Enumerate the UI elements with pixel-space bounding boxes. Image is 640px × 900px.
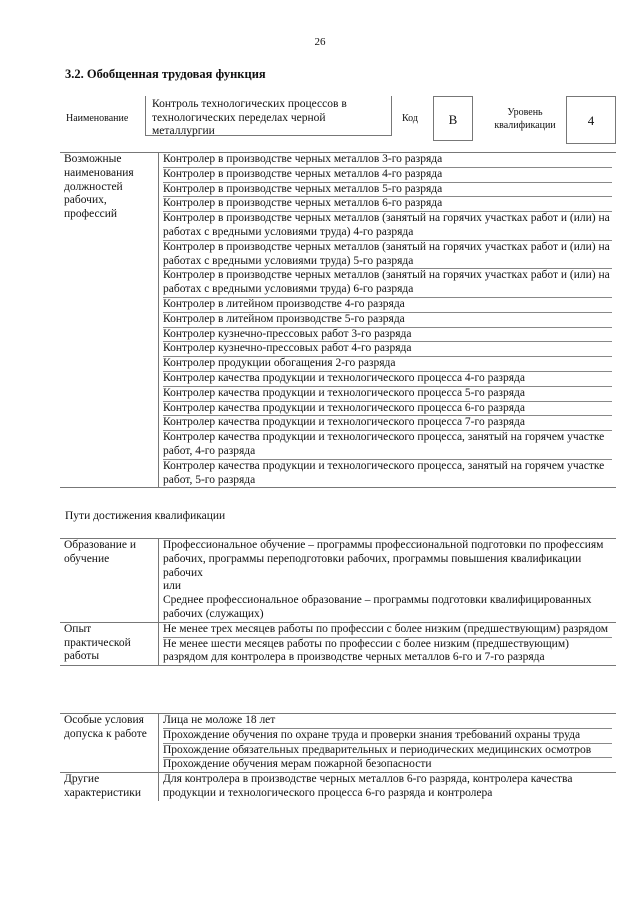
position-item: Контролер качества продукции и технологического процесса 7-го разряда <box>163 416 612 431</box>
experience-value <box>159 622 617 665</box>
position-item: Контролер в производстве черных металлов 3-го разряда <box>163 153 612 168</box>
education-value <box>159 539 617 623</box>
education-label: Образование и обучение <box>60 539 159 623</box>
position-item: Контролер в производстве черных металлов (занятый на горячих участках работ и (или) на работах с вредными условиями труда) 6-го разряда <box>163 269 612 298</box>
position-item: Контролер в производстве черных металлов 4-го разряда <box>163 168 612 183</box>
level-value: 4 <box>566 96 616 144</box>
education-text-2: Среднее профессиональное образование – программы подготовки квалифицированных рабочих (служащих) <box>163 594 592 620</box>
positions-table <box>60 152 616 488</box>
section-title: 3.2. Обобщенная трудовая функция <box>65 67 266 81</box>
admission-list <box>159 714 617 773</box>
position-item: Контролер качества продукции и технологического процесса 4-го разряда <box>163 372 612 387</box>
positions-list <box>159 153 617 488</box>
position-item: Контролер качества продукции и технологического процесса, занятый на горячем участке работ, 5-го разряда <box>163 459 605 486</box>
positions-label: Возможные наименования должностей рабочих, профессий <box>60 153 159 488</box>
admission-table <box>60 713 616 801</box>
position-item: Контролер в производстве черных металлов (занятый на горячих участках работ и (или) на работах с вредными условиями труда) 5-го разряда <box>163 241 612 270</box>
position-item: Контролер кузнечно-прессовых работ 4-го разряда <box>163 342 612 357</box>
position-item: Контролер в производстве черных металлов (занятый на горячих участках работ и (или) на работах с вредными условиями труда) 4-го разряда <box>163 212 612 241</box>
experience-text-2: Не менее шести месяцев работы по профессии с более низким (предшествующим) разрядом для контролера в производстве черных металлов 6-го и 7-го разряда <box>163 637 569 664</box>
position-item: Контролер в литейном производстве 5-го разряда <box>163 313 612 328</box>
admission-item: Прохождение обязательных предварительных и периодических медицинских осмотров <box>163 744 612 759</box>
education-text-1: Профессиональное обучение – программы профессиональной подготовки по профессиям рабочих, программы переподготовки рабочих, программы повышения квалификации рабочих <box>163 539 604 579</box>
position-item: Контролер качества продукции и технологического процесса 6-го разряда <box>163 402 612 417</box>
name-label: Наименование <box>66 113 129 124</box>
name-value: Контроль технологических процессов в технологических переделах черной металлургии <box>145 96 392 136</box>
position-item: Контролер качества продукции и технологического процесса, занятый на горячем участке работ, 4-го разряда <box>163 431 612 460</box>
other-value: Для контролера в производстве черных металлов 6-го разряда, контролера качества продукции и технологического процесса 6-го разряда и контролера <box>159 773 617 801</box>
position-item: Контролер качества продукции и технологического процесса 5-го разряда <box>163 387 612 402</box>
admission-item: Прохождение обучения по охране труда и проверки знания требований охраны труда <box>163 729 612 744</box>
level-label: Уровень квалификации <box>494 107 556 131</box>
position-item: Контролер в производстве черных металлов 6-го разряда <box>163 197 612 212</box>
admission-label: Особые условия допуска к работе <box>60 714 159 773</box>
position-item: Контролер кузнечно-прессовых работ 3-го разряда <box>163 328 612 343</box>
position-item: Контролер в производстве черных металлов 5-го разряда <box>163 183 612 198</box>
other-label: Другие характеристики <box>60 773 159 801</box>
admission-item: Лица не моложе 18 лет <box>163 714 612 729</box>
code-label: Код <box>402 113 418 124</box>
experience-label: Опыт практической работы <box>60 622 159 665</box>
admission-item: Прохождение обучения мерам пожарной безопасности <box>163 758 432 771</box>
qualification-table <box>60 538 616 666</box>
education-or: или <box>163 580 182 593</box>
position-item: Контролер продукции обогащения 2-го разряда <box>163 357 612 372</box>
experience-text-1: Не менее трех месяцев работы по профессии с более низким (предшествующим) разрядом <box>163 623 612 638</box>
qualification-paths-title: Пути достижения квалификации <box>65 510 226 522</box>
code-value: В <box>433 96 473 141</box>
position-item: Контролер в литейном производстве 4-го разряда <box>163 298 612 313</box>
page-number: 26 <box>314 36 326 48</box>
